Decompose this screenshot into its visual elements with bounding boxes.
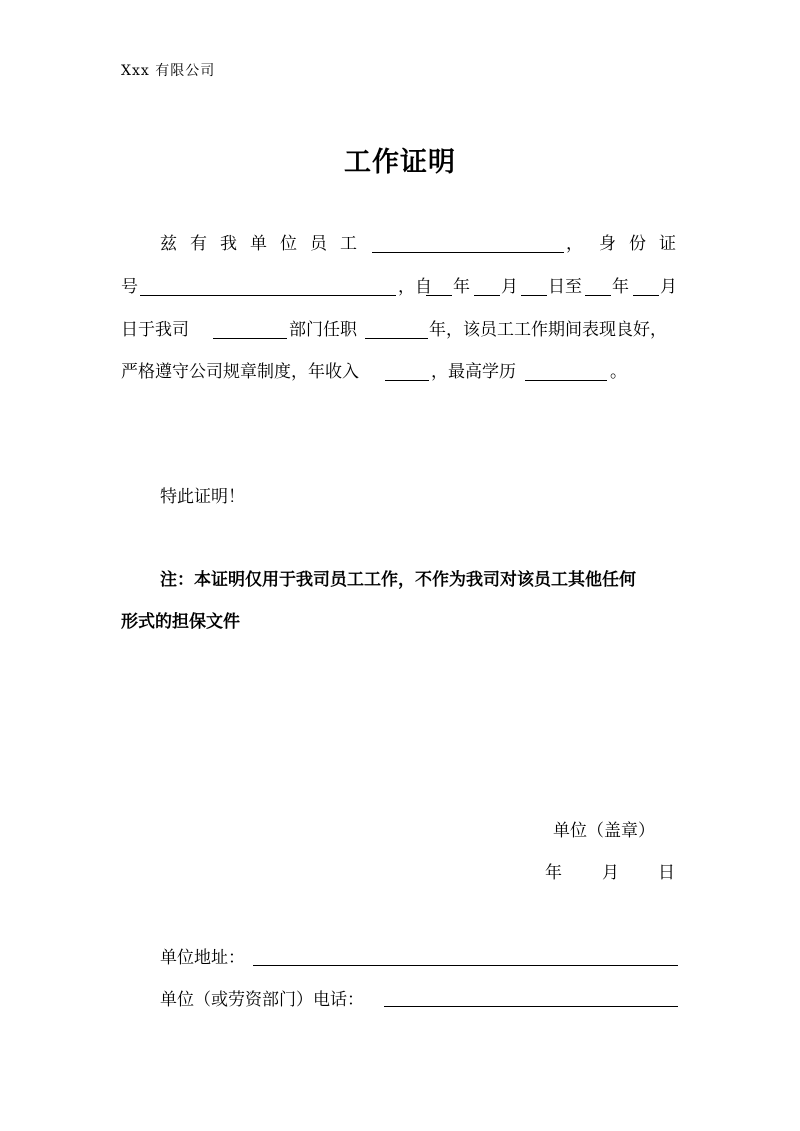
- line2-year2: 年: [612, 277, 629, 297]
- special-statement: 特此证明！: [160, 487, 245, 507]
- seal-label: 单位（盖章）: [553, 821, 655, 841]
- address-label: 单位地址：: [160, 948, 245, 968]
- line3-dept: 部门任职: [289, 320, 357, 340]
- line2-day-to: 日至: [548, 277, 582, 297]
- line3-years: 年，该员工工作期间表现良好，: [429, 320, 667, 340]
- line1-sep: ，: [566, 234, 583, 254]
- line2-year: 年: [453, 277, 470, 297]
- date-month: 月: [602, 863, 619, 883]
- line2-month: 月: [501, 277, 518, 297]
- note-line-1: 注：本证明仅用于我司员工工作，不作为我司对该员工其他任何: [160, 570, 636, 590]
- end-month-blank[interactable]: [633, 277, 659, 296]
- employee-name-blank[interactable]: [372, 234, 564, 253]
- line1-suffix: [599, 233, 689, 255]
- company-name: Xxx 有限公司: [121, 63, 216, 79]
- education-blank[interactable]: [525, 362, 607, 381]
- line4-end: 。: [610, 362, 627, 382]
- line4-mid: ，最高学历: [431, 362, 516, 382]
- start-month-blank[interactable]: [474, 277, 500, 296]
- start-day-blank[interactable]: [521, 277, 547, 296]
- line1-prefix-text: 兹有我单位员工: [160, 234, 370, 254]
- line2-from: ，自: [398, 277, 432, 297]
- start-year-blank[interactable]: [426, 277, 452, 296]
- line2-prefix: 号: [121, 277, 138, 297]
- date-day: 日: [658, 863, 675, 883]
- line1-suffix-text: 身份证: [599, 234, 689, 254]
- line1-prefix: [160, 233, 370, 255]
- line3-prefix: 日于我司: [121, 320, 189, 340]
- phone-label: 单位（或劳资部门）电话：: [160, 990, 364, 1010]
- id-number-blank[interactable]: [140, 277, 396, 296]
- annual-income-blank[interactable]: [385, 362, 429, 381]
- department-blank[interactable]: [213, 320, 287, 339]
- date-year: 年: [545, 863, 562, 883]
- tenure-years-blank[interactable]: [365, 320, 428, 339]
- document-title: 工作证明: [344, 147, 456, 178]
- phone-blank[interactable]: [384, 1006, 678, 1007]
- line2-month2: 月: [660, 277, 677, 297]
- end-year-blank[interactable]: [585, 277, 611, 296]
- note-line-2: 形式的担保文件: [121, 612, 240, 632]
- line4-prefix: 严格遵守公司规章制度，年收入: [121, 362, 359, 382]
- address-blank[interactable]: [253, 965, 678, 966]
